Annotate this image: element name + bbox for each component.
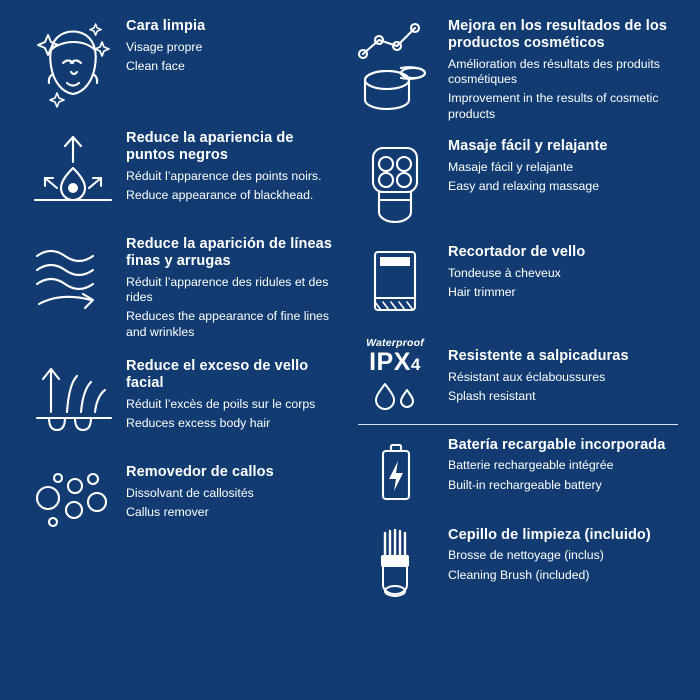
feature-subtitle-fr: Amélioration des résultats des produits cosmétiques bbox=[448, 56, 660, 86]
feature-title: Reduce la apariencia de puntos negros bbox=[126, 130, 294, 163]
feature-subtitle-en: Hair trimmer bbox=[448, 285, 516, 300]
feature-subtitle-en: Improvement in the results of cosmetic products bbox=[448, 91, 659, 121]
ipx-rating: 4 bbox=[410, 354, 421, 374]
feature-cosmetic-products bbox=[352, 18, 686, 124]
feature-facial-hair bbox=[30, 358, 344, 446]
feature-subtitle-en: Built-in rechargeable battery bbox=[448, 477, 602, 492]
feature-text bbox=[448, 437, 665, 494]
right-feature-column bbox=[344, 18, 686, 690]
feature-subtitle-en: Reduces excess body hair bbox=[126, 416, 271, 431]
feature-title: Cara limpia bbox=[126, 18, 206, 34]
ipx-label: IPX bbox=[369, 347, 411, 376]
feature-title: Recortador de vello bbox=[448, 244, 586, 260]
feature-text bbox=[448, 244, 585, 301]
feature-subtitle-fr: Dissolvant de callosités bbox=[126, 485, 254, 500]
feature-subtitle-fr: Batterie rechargeable intégrée bbox=[448, 458, 614, 473]
feature-subtitle-en: Reduces the appearance of fine lines and wrinkles bbox=[126, 309, 330, 339]
callus-remover-icon bbox=[30, 464, 116, 536]
feature-text bbox=[126, 130, 344, 203]
feature-subtitle-fr: Masaje fácil y relajante bbox=[448, 159, 574, 174]
feature-title: Reduce el exceso de vello facial bbox=[126, 358, 309, 391]
feature-rechargeable-battery bbox=[352, 437, 686, 509]
feature-subtitle-fr: Réduit l’excès de poils sur le corps bbox=[126, 396, 316, 411]
battery-icon bbox=[352, 437, 438, 509]
feature-splash-resistant bbox=[352, 336, 686, 412]
feature-text bbox=[448, 336, 629, 405]
feature-subtitle-fr: Réduit l’apparence des ridules et des rides bbox=[126, 274, 329, 304]
feature-callus-remover bbox=[30, 464, 344, 536]
feature-subtitle-en: Callus remover bbox=[126, 505, 209, 520]
feature-subtitle-fr: Résistant aux éclaboussures bbox=[448, 369, 606, 384]
feature-title: Removedor de callos bbox=[126, 464, 274, 481]
cleaning-brush-icon bbox=[352, 527, 438, 603]
waterproof-label: Waterproof bbox=[366, 337, 424, 349]
blackhead-pore-icon bbox=[30, 130, 116, 218]
left-feature-column bbox=[14, 18, 344, 690]
feature-blackheads bbox=[30, 130, 344, 218]
feature-subtitle-fr: Tondeuse à cheveux bbox=[448, 265, 561, 280]
feature-text bbox=[126, 18, 205, 75]
feature-title: Masaje fácil y relajante bbox=[448, 138, 608, 154]
feature-subtitle-en: Reduce appearance of blackhead. bbox=[126, 187, 314, 202]
feature-fine-lines bbox=[30, 236, 344, 340]
feature-hair-trimmer bbox=[352, 244, 686, 320]
feature-text bbox=[448, 527, 651, 584]
feature-subtitle-en: Clean face bbox=[126, 59, 185, 74]
feature-text bbox=[126, 236, 344, 340]
feature-subtitle-en: Cleaning Brush (included) bbox=[448, 567, 590, 582]
waterproof-ipx4-icon bbox=[352, 336, 438, 412]
massage-head-icon bbox=[352, 138, 438, 228]
feature-subtitle-en: Splash resistant bbox=[448, 389, 536, 404]
feature-text bbox=[448, 138, 608, 195]
feature-subtitle-fr: Réduit l’apparence des points noirs. bbox=[126, 168, 322, 183]
feature-subtitle-en: Easy and relaxing massage bbox=[448, 179, 600, 194]
feature-subtitle-fr: Brosse de nettoyage (inclus) bbox=[448, 548, 604, 563]
feature-cleaning-brush bbox=[352, 527, 686, 603]
feature-title: Mejora en los resultados de los productos cosméticos bbox=[448, 18, 668, 51]
feature-title: Cepillo de limpieza (incluido) bbox=[448, 526, 651, 543]
section-divider bbox=[358, 424, 678, 425]
feature-clean-face bbox=[30, 18, 344, 112]
feature-text bbox=[126, 464, 274, 521]
hair-trimmer-icon bbox=[352, 244, 438, 320]
feature-title: Reduce la aparición de líneas finas y arrugas bbox=[126, 236, 332, 269]
clean-face-icon bbox=[30, 18, 116, 112]
feature-title: Resistente a salpicaduras bbox=[448, 348, 629, 364]
facial-hair-icon bbox=[30, 358, 116, 446]
feature-title: Batería recargable incorporada bbox=[448, 436, 666, 453]
feature-subtitle-fr: Visage propre bbox=[126, 39, 203, 54]
feature-massage bbox=[352, 138, 686, 228]
feature-text bbox=[448, 18, 686, 122]
feature-text bbox=[126, 358, 344, 431]
cosmetic-cream-jar-icon bbox=[352, 18, 438, 124]
fine-lines-wrinkles-icon bbox=[30, 236, 116, 322]
